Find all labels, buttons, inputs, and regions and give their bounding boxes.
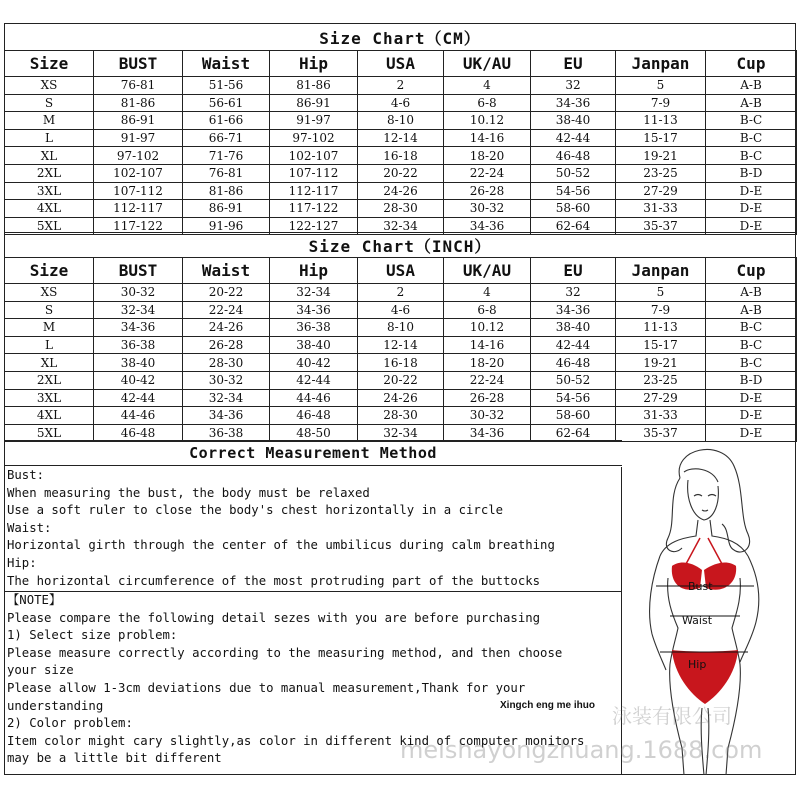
cm-table-cell: 117-122 bbox=[270, 200, 358, 218]
inch-table-cell: 54-56 bbox=[531, 389, 616, 407]
inch-table-cell: 2XL bbox=[5, 371, 94, 389]
cm-table-cell: 76-81 bbox=[183, 164, 270, 182]
cm-table-cell: 22-24 bbox=[444, 164, 531, 182]
cm-header-cell: Janpan bbox=[616, 51, 706, 77]
cm-table-row bbox=[5, 129, 797, 147]
inch-table-cell: 32-34 bbox=[183, 389, 270, 407]
inch-table-cell: 19-21 bbox=[616, 354, 706, 372]
inch-table-cell: 42-44 bbox=[270, 371, 358, 389]
inch-table-cell: 30-32 bbox=[94, 284, 183, 302]
note-line: Item color might cary slightly,as color in different kind of computer monitors bbox=[7, 733, 585, 748]
cm-header-cell: Waist bbox=[183, 51, 270, 77]
method-text bbox=[4, 467, 622, 591]
method-line: Horizontal girth through the center of the umbilicus during calm breathing bbox=[7, 538, 555, 553]
note-line: 2) Color problem: bbox=[7, 716, 133, 731]
inch-table-cell: XL bbox=[5, 354, 94, 372]
cm-table-cell: 18-20 bbox=[444, 147, 531, 165]
inch-table-cell: 4-6 bbox=[358, 301, 444, 319]
inch-table-cell: S bbox=[5, 301, 94, 319]
cm-table-cell: 117-122 bbox=[94, 217, 183, 235]
note-line: Please allow 1-3cm deviations due to manual measurement,Thank for your bbox=[7, 680, 526, 695]
inch-table-cell: D-E bbox=[706, 389, 797, 407]
cm-table-row bbox=[5, 164, 797, 182]
cm-table-cell: A-B bbox=[706, 77, 797, 95]
cm-table-cell: 12-14 bbox=[358, 129, 444, 147]
bust-label: Bust bbox=[688, 580, 713, 593]
inch-table-cell: 34-36 bbox=[270, 301, 358, 319]
cm-table-cell: XS bbox=[5, 77, 94, 95]
cm-table-cell: 81-86 bbox=[183, 182, 270, 200]
inch-table-cell: 31-33 bbox=[616, 407, 706, 425]
inch-header-cell: BUST bbox=[94, 258, 183, 284]
cm-table-cell: B-C bbox=[706, 112, 797, 130]
inch-table-cell: 30-32 bbox=[444, 407, 531, 425]
note-line: understanding bbox=[7, 698, 104, 713]
cm-table-row bbox=[5, 147, 797, 165]
inch-table-cell: A-B bbox=[706, 301, 797, 319]
cm-table-cell: 56-61 bbox=[183, 94, 270, 112]
inch-table-cell: 6-8 bbox=[444, 301, 531, 319]
cm-table-cell: 51-56 bbox=[183, 77, 270, 95]
note-line: your size bbox=[7, 663, 74, 678]
inch-table-cell: 36-38 bbox=[94, 336, 183, 354]
cm-table-cell: 31-33 bbox=[616, 200, 706, 218]
cm-table-cell: 102-107 bbox=[270, 147, 358, 165]
inch-table-row bbox=[5, 371, 797, 389]
cm-table-cell: 112-117 bbox=[94, 200, 183, 218]
cm-table-cell: 102-107 bbox=[94, 164, 183, 182]
cm-table-cell: 54-56 bbox=[531, 182, 616, 200]
inch-table-cell: 40-42 bbox=[270, 354, 358, 372]
inch-table-cell: 22-24 bbox=[183, 301, 270, 319]
inch-table-cell: 34-36 bbox=[531, 301, 616, 319]
watermark-url: meishayongzhuang.1688.com bbox=[400, 736, 763, 764]
inch-table-cell: 16-18 bbox=[358, 354, 444, 372]
cm-table-cell: 2XL bbox=[5, 164, 94, 182]
inch-table-cell: 34-36 bbox=[444, 424, 531, 442]
cm-table-cell: 62-64 bbox=[531, 217, 616, 235]
inch-table-cell: 44-46 bbox=[270, 389, 358, 407]
cm-table-cell: 23-25 bbox=[616, 164, 706, 182]
inch-table-row bbox=[5, 407, 797, 425]
inch-table-cell: 24-26 bbox=[183, 319, 270, 337]
cm-table-cell: M bbox=[5, 112, 94, 130]
inch-table-cell: 35-37 bbox=[616, 424, 706, 442]
note-line: 1) Select size problem: bbox=[7, 628, 178, 643]
inch-table-cell: 26-28 bbox=[183, 336, 270, 354]
cm-header-cell: Size bbox=[5, 51, 94, 77]
inch-table-cell: 11-13 bbox=[616, 319, 706, 337]
inch-table-cell: 7-9 bbox=[616, 301, 706, 319]
cm-table-cell: 30-32 bbox=[444, 200, 531, 218]
inch-table-cell: 5XL bbox=[5, 424, 94, 442]
inch-table-cell: 40-42 bbox=[94, 371, 183, 389]
waist-label: Waist bbox=[682, 614, 713, 627]
inch-table-cell: 48-50 bbox=[270, 424, 358, 442]
cm-table-cell: 8-10 bbox=[358, 112, 444, 130]
method-line: Hip: bbox=[7, 555, 37, 570]
cm-table-cell: 38-40 bbox=[531, 112, 616, 130]
inch-table-cell: 38-40 bbox=[531, 319, 616, 337]
brand-label: Xingch eng me ihuo bbox=[500, 700, 596, 711]
method-line: Bust: bbox=[7, 468, 45, 482]
cm-header-cell: USA bbox=[358, 51, 444, 77]
cm-table-cell: 50-52 bbox=[531, 164, 616, 182]
cm-table-cell: 32-34 bbox=[358, 217, 444, 235]
note-line: Please compare the following detail sezes with you are before purchasing bbox=[7, 610, 541, 625]
inch-table-cell: 22-24 bbox=[444, 371, 531, 389]
inch-table-cell: 42-44 bbox=[94, 389, 183, 407]
inch-table-cell: 20-22 bbox=[183, 284, 270, 302]
inch-size-table bbox=[4, 257, 797, 442]
inch-table-cell: B-C bbox=[706, 354, 797, 372]
cm-table-cell: 81-86 bbox=[94, 94, 183, 112]
inch-table-cell: 5 bbox=[616, 284, 706, 302]
inch-table-cell: 44-46 bbox=[94, 407, 183, 425]
method-line: Waist: bbox=[7, 520, 52, 535]
cm-table-cell: 61-66 bbox=[183, 112, 270, 130]
watermark-company: 泳装有限公司 bbox=[612, 704, 732, 728]
inch-table-cell: 2 bbox=[358, 284, 444, 302]
cm-table-cell: 97-102 bbox=[270, 129, 358, 147]
note-line: Please measure correctly according to the measuring method, and then choose bbox=[7, 645, 563, 660]
cm-table-cell: 86-91 bbox=[183, 200, 270, 218]
cm-size-table bbox=[4, 50, 797, 235]
inch-table-cell: 30-32 bbox=[183, 371, 270, 389]
cm-table-cell: 3XL bbox=[5, 182, 94, 200]
inch-header-cell: EU bbox=[531, 258, 616, 284]
cm-table-row bbox=[5, 94, 797, 112]
inch-table-cell: A-B bbox=[706, 284, 797, 302]
cm-table-cell: 26-28 bbox=[444, 182, 531, 200]
inch-table-cell: B-C bbox=[706, 319, 797, 337]
inch-header-cell: Janpan bbox=[616, 258, 706, 284]
cm-table-cell: 5 bbox=[616, 77, 706, 95]
inch-table-row bbox=[5, 336, 797, 354]
cm-table-cell: 16-18 bbox=[358, 147, 444, 165]
inch-table-row bbox=[5, 389, 797, 407]
cm-table-row bbox=[5, 112, 797, 130]
cm-header-cell: BUST bbox=[94, 51, 183, 77]
hip-label: Hip bbox=[688, 658, 707, 671]
cm-table-cell: B-D bbox=[706, 164, 797, 182]
inch-table-row bbox=[5, 319, 797, 337]
cm-table-cell: 91-97 bbox=[94, 129, 183, 147]
inch-table-cell: M bbox=[5, 319, 94, 337]
cm-table-cell: 66-71 bbox=[183, 129, 270, 147]
inch-table-cell: 15-17 bbox=[616, 336, 706, 354]
inch-table-cell: 20-22 bbox=[358, 371, 444, 389]
inch-table-cell: 62-64 bbox=[531, 424, 616, 442]
inch-header-cell: Size bbox=[5, 258, 94, 284]
cm-table-row bbox=[5, 182, 797, 200]
inch-table-cell: 8-10 bbox=[358, 319, 444, 337]
method-line: The horizontal circumference of the most protruding part of the buttocks bbox=[7, 573, 541, 588]
cm-table-cell: B-C bbox=[706, 129, 797, 147]
cm-table-cell: 11-13 bbox=[616, 112, 706, 130]
cm-table-cell: D-E bbox=[706, 217, 797, 235]
inch-table-cell: 32-34 bbox=[270, 284, 358, 302]
cm-table-cell: 58-60 bbox=[531, 200, 616, 218]
inch-table-cell: 42-44 bbox=[531, 336, 616, 354]
inch-table-cell: 27-29 bbox=[616, 389, 706, 407]
cm-header-cell: Hip bbox=[270, 51, 358, 77]
cm-header-cell: EU bbox=[531, 51, 616, 77]
inch-table-cell: 46-48 bbox=[94, 424, 183, 442]
inch-table-cell: D-E bbox=[706, 424, 797, 442]
inch-header-cell: Waist bbox=[183, 258, 270, 284]
cm-table-cell: 7-9 bbox=[616, 94, 706, 112]
inch-table-cell: 10.12 bbox=[444, 319, 531, 337]
cm-table-cell: 122-127 bbox=[270, 217, 358, 235]
cm-header-row bbox=[5, 51, 797, 77]
cm-table-cell: 107-112 bbox=[270, 164, 358, 182]
inch-chart-title: Size Chart（INCH） bbox=[4, 232, 796, 258]
cm-table-cell: 4XL bbox=[5, 200, 94, 218]
cm-table-cell: 15-17 bbox=[616, 129, 706, 147]
inch-table-cell: 50-52 bbox=[531, 371, 616, 389]
cm-table-cell: 91-96 bbox=[183, 217, 270, 235]
inch-table-cell: 46-48 bbox=[531, 354, 616, 372]
inch-table-cell: 34-36 bbox=[94, 319, 183, 337]
inch-table-row bbox=[5, 354, 797, 372]
inch-table-cell: 14-16 bbox=[444, 336, 531, 354]
inch-table-cell: B-D bbox=[706, 371, 797, 389]
inch-table-cell: 46-48 bbox=[270, 407, 358, 425]
cm-table-cell: 112-117 bbox=[270, 182, 358, 200]
cm-table-cell: 76-81 bbox=[94, 77, 183, 95]
inch-header-cell: Hip bbox=[270, 258, 358, 284]
inch-table-cell: 26-28 bbox=[444, 389, 531, 407]
cm-table-cell: 34-36 bbox=[531, 94, 616, 112]
inch-table-cell: 58-60 bbox=[531, 407, 616, 425]
inch-table-cell: 36-38 bbox=[270, 319, 358, 337]
inch-table-cell: 24-26 bbox=[358, 389, 444, 407]
note-line: 【NOTE】 bbox=[7, 593, 62, 607]
cm-table-cell: 42-44 bbox=[531, 129, 616, 147]
inch-header-cell: Cup bbox=[706, 258, 797, 284]
cm-table-cell: 28-30 bbox=[358, 200, 444, 218]
cm-table-cell: 34-36 bbox=[444, 217, 531, 235]
cm-table-cell: 46-48 bbox=[531, 147, 616, 165]
cm-table-cell: 4-6 bbox=[358, 94, 444, 112]
inch-header-cell: UK/AU bbox=[444, 258, 531, 284]
inch-table-cell: 28-30 bbox=[183, 354, 270, 372]
method-line: Use a soft ruler to close the body's chest horizontally in a circle bbox=[7, 503, 504, 518]
cm-header-cell: Cup bbox=[706, 51, 797, 77]
inch-table-cell: D-E bbox=[706, 407, 797, 425]
cm-table-cell: 86-91 bbox=[94, 112, 183, 130]
inch-table-cell: 32-34 bbox=[94, 301, 183, 319]
cm-table-cell: XL bbox=[5, 147, 94, 165]
method-line: When measuring the bust, the body must be relaxed bbox=[7, 485, 370, 500]
cm-table-cell: 81-86 bbox=[270, 77, 358, 95]
inch-table-cell: L bbox=[5, 336, 94, 354]
cm-table-cell: 6-8 bbox=[444, 94, 531, 112]
cm-table-cell: 91-97 bbox=[270, 112, 358, 130]
cm-table-cell: D-E bbox=[706, 200, 797, 218]
inch-table-cell: 4 bbox=[444, 284, 531, 302]
cm-table-cell: 32 bbox=[531, 77, 616, 95]
cm-table-cell: S bbox=[5, 94, 94, 112]
inch-table-cell: 18-20 bbox=[444, 354, 531, 372]
cm-table-cell: 5XL bbox=[5, 217, 94, 235]
cm-table-cell: 2 bbox=[358, 77, 444, 95]
inch-table-cell: 12-14 bbox=[358, 336, 444, 354]
inch-header-row bbox=[5, 258, 797, 284]
method-title: Correct Measurement Method bbox=[4, 440, 622, 466]
cm-table-cell: 35-37 bbox=[616, 217, 706, 235]
cm-header-cell: UK/AU bbox=[444, 51, 531, 77]
cm-table-cell: 86-91 bbox=[270, 94, 358, 112]
inch-table-row bbox=[5, 301, 797, 319]
cm-table-cell: 97-102 bbox=[94, 147, 183, 165]
inch-table-cell: 38-40 bbox=[94, 354, 183, 372]
inch-table-cell: 23-25 bbox=[616, 371, 706, 389]
cm-table-row bbox=[5, 77, 797, 95]
cm-table-cell: 107-112 bbox=[94, 182, 183, 200]
cm-table-cell: 24-26 bbox=[358, 182, 444, 200]
inch-table-cell: 32-34 bbox=[358, 424, 444, 442]
inch-table-row bbox=[5, 284, 797, 302]
cm-table-cell: 14-16 bbox=[444, 129, 531, 147]
cm-table-cell: B-C bbox=[706, 147, 797, 165]
inch-table-cell: 28-30 bbox=[358, 407, 444, 425]
cm-chart-title: Size Chart（CM） bbox=[4, 25, 796, 51]
inch-header-cell: USA bbox=[358, 258, 444, 284]
cm-table-row bbox=[5, 200, 797, 218]
cm-table-cell: 27-29 bbox=[616, 182, 706, 200]
cm-table-cell: 71-76 bbox=[183, 147, 270, 165]
cm-table-cell: 10.12 bbox=[444, 112, 531, 130]
cm-table-cell: A-B bbox=[706, 94, 797, 112]
inch-table-cell: 3XL bbox=[5, 389, 94, 407]
inch-table-cell: 34-36 bbox=[183, 407, 270, 425]
cm-table-cell: D-E bbox=[706, 182, 797, 200]
inch-table-cell: 32 bbox=[531, 284, 616, 302]
cm-table-cell: 20-22 bbox=[358, 164, 444, 182]
cm-table-cell: 19-21 bbox=[616, 147, 706, 165]
inch-table-cell: B-C bbox=[706, 336, 797, 354]
note-line: may be a little bit different bbox=[7, 751, 222, 766]
inch-table-cell: XS bbox=[5, 284, 94, 302]
cm-table-cell: 4 bbox=[444, 77, 531, 95]
inch-table-cell: 4XL bbox=[5, 407, 94, 425]
cm-table-cell: L bbox=[5, 129, 94, 147]
inch-table-cell: 38-40 bbox=[270, 336, 358, 354]
inch-table-cell: 36-38 bbox=[183, 424, 270, 442]
